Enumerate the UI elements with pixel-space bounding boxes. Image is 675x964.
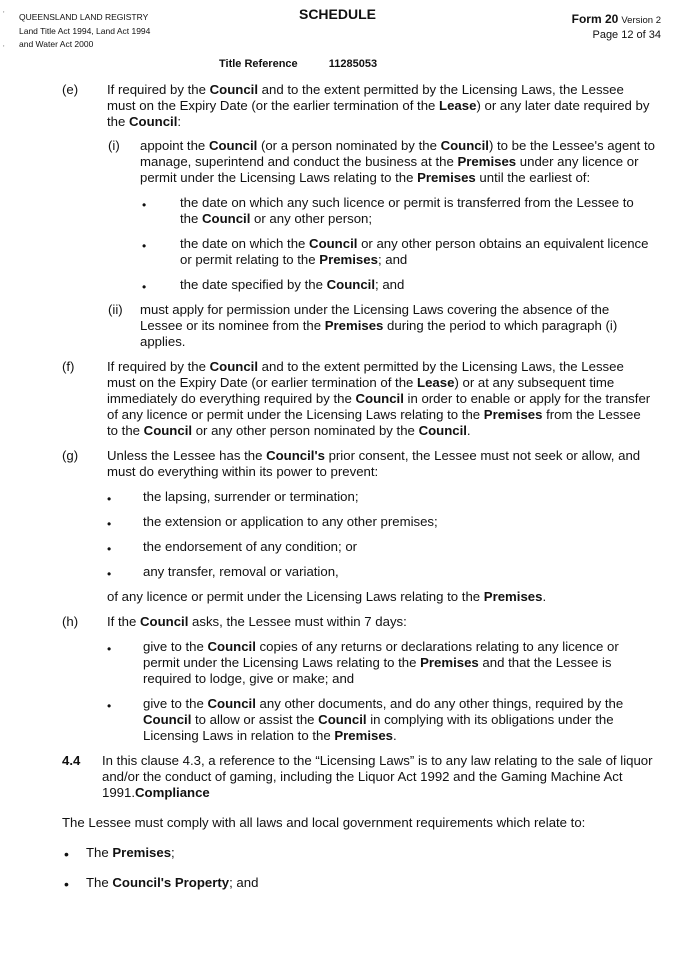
clause-f-label: (f) <box>62 359 75 374</box>
clause-e-i-bullet-text: the date specified by the Council; and <box>180 277 405 292</box>
clause-f-text: If required by the Council and to the extent permitted by the Licensing Laws, the Lessee must on the Expiry Date (or earlier termination of the Lease) or at any subsequent time immediately do everything required by the Council in order to enable or apply for the transfer of any licence or permit under the Licensing Laws relating to the Premises from the Lessee to the Council or any other person nominated by the Council. <box>107 359 651 438</box>
compliance-bullet-text: The Premises; <box>86 845 175 860</box>
bullet-icon: • <box>107 699 112 713</box>
clause-4-4-label: 4.4 <box>62 753 81 768</box>
clause-g-bullet-text: the extension or application to any other premises; <box>143 514 438 529</box>
bullet-icon: • <box>64 876 69 892</box>
clause-g-label: (g) <box>62 448 79 463</box>
clause-e <box>62 82 655 130</box>
clause-h <box>62 614 655 630</box>
bullet-icon: • <box>142 280 147 294</box>
clause-h-bullet-text: give to the Council any other documents, and do any other things, required by the Council to allow or assist the Council in complying with its obligations under the Licensing Laws in relation to the Premises. <box>143 696 624 743</box>
clause-g-bullet-text: the endorsement of any condition; or <box>143 539 358 554</box>
compliance-bullet <box>64 875 675 892</box>
clause-g-bullet <box>107 539 675 556</box>
clause-e-i-text: appoint the Council (or a person nominated by the Council) to be the Lessee's agent to manage, superintend and conduct the business at the Premises under any licence or permit under the Licensing Laws relating to the Premises until the earliest of: <box>140 138 655 185</box>
clause-e-ii-text: must apply for permission under the Licensing Laws covering the absence of the Lessee or its nominee from the Premises during the period to which paragraph (i) applies. <box>140 302 618 349</box>
clause-e-label: (e) <box>62 82 79 97</box>
clause-h-bullet <box>107 639 655 687</box>
clause-e-ii-label: (ii) <box>108 302 123 317</box>
clause-g-bullet-text: any transfer, removal or variation, <box>143 564 339 579</box>
registry-name: QUEENSLAND LAND REGISTRY <box>19 12 149 22</box>
clause-h-label: (h) <box>62 614 79 629</box>
bullet-icon: • <box>142 198 147 212</box>
clause-e-ii <box>108 302 655 350</box>
clause-g-text: Unless the Lessee has the Council's prior consent, the Lessee must not seek or allow, and must do everything within its power to prevent: <box>107 448 641 479</box>
margin-tick: ' <box>3 44 5 53</box>
bullet-icon: • <box>107 542 112 556</box>
clause-e-i-label: (i) <box>108 138 120 153</box>
clause-e-i-bullet <box>142 236 655 268</box>
clause-g-bullet-text: the lapsing, surrender or termination; <box>143 489 359 504</box>
bullet-icon: • <box>107 567 112 581</box>
compliance-intro: The Lessee must comply with all laws and local government requirements which relate to: <box>62 815 586 830</box>
clause-e-text: If required by the Council and to the extent permitted by the Licensing Laws, the Lessee must on the Expiry Date (or the earlier termination of the Lease) or any later date required by the Council: <box>107 82 650 129</box>
form-block <box>572 12 661 42</box>
compliance-bullet <box>64 845 675 862</box>
clause-e-i-bullet <box>142 277 655 294</box>
clause-e-i <box>108 138 655 186</box>
clause-e-i-bullet <box>142 195 655 227</box>
schedule-title: SCHEDULE <box>298 6 376 22</box>
clause-h-text: If the Council asks, the Lessee must within 7 days: <box>107 614 407 629</box>
bullet-icon: • <box>64 846 69 862</box>
acts-line-1: Land Title Act 1994, Land Act 1994 <box>19 25 151 36</box>
clause-g-bullet <box>107 564 675 581</box>
clause-h-bullet <box>107 696 655 744</box>
page-number: Page 12 of 34 <box>592 29 661 41</box>
title-reference <box>219 58 377 70</box>
clause-f <box>62 359 655 439</box>
form-version: Version 2 <box>621 15 661 26</box>
bullet-icon: • <box>107 642 112 656</box>
bullet-icon: • <box>107 517 112 531</box>
bullet-icon: • <box>142 239 147 253</box>
clause-g-closing: of any licence or permit under the Licensing Laws relating to the Premises. <box>107 589 547 604</box>
clause-g-bullet <box>107 489 675 506</box>
clause-4-4 <box>62 753 657 801</box>
acts-line-2: and Water Act 2000 <box>19 39 94 49</box>
title-reference-value: 11285053 <box>328 58 378 70</box>
clause-e-i-bullet-text: the date on which the Council or any other person obtains an equivalent licence or permit relating to the Premises; and <box>180 236 649 267</box>
title-reference-label: Title Reference <box>219 58 298 70</box>
margin-tick: ' <box>3 10 5 19</box>
bullet-icon: • <box>107 492 112 506</box>
schedule-body <box>0 82 675 891</box>
clause-g <box>62 448 655 480</box>
clause-g-bullet <box>107 514 675 531</box>
compliance-bullet-text: The Council's Property; and <box>86 875 259 890</box>
clause-4-4-text: In this clause 4.3, a reference to the “Licensing Laws” is to any law relating to the sale of liquor and/or the conduct of gaming, including the Liquor Act 1992 and the Gaming Machine Act 1991.Compliance <box>102 753 653 800</box>
form-number: Form 20 <box>571 12 619 26</box>
clause-e-i-bullet-text: the date on which any such licence or permit is transferred from the Lessee to the Council or any other person; <box>180 195 634 226</box>
clause-h-bullet-text: give to the Council copies of any returns or declarations relating to any licence or permit under the Licensing Laws relating to the Premises and that the Lessee is required to lodge, give or make; and <box>143 639 619 686</box>
